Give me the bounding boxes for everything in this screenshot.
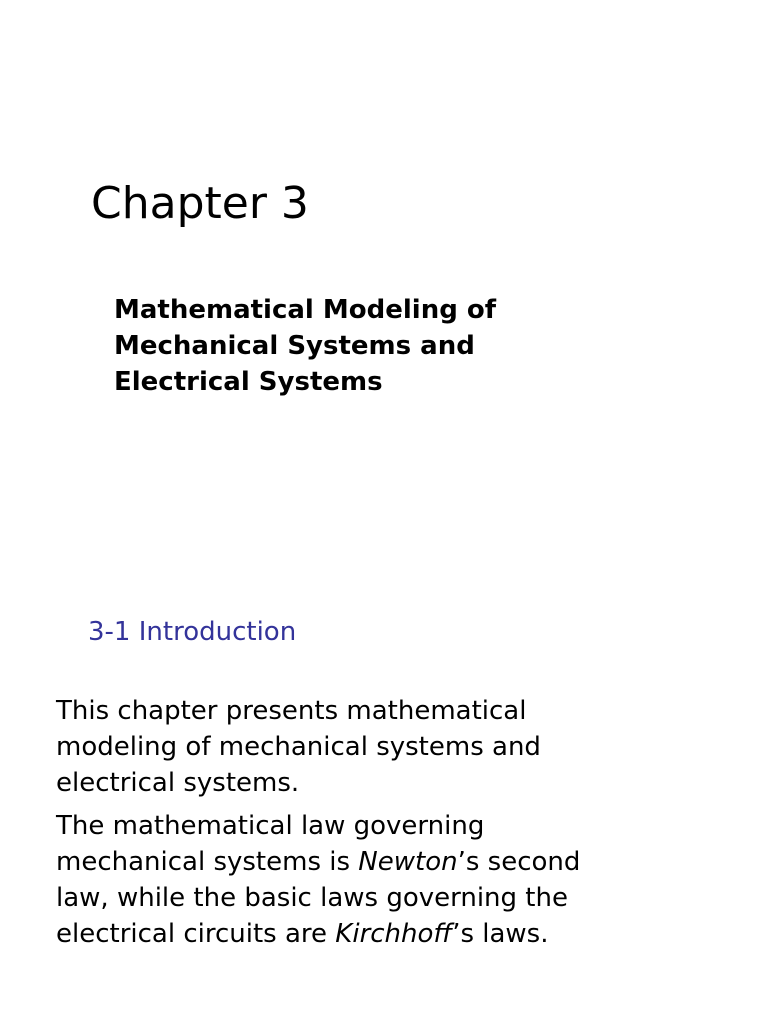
chapter-title: Chapter 3 — [91, 178, 309, 229]
paragraph-line: modeling of mechanical systems and — [56, 732, 541, 762]
kirchhoff-term: Kirchhoff — [335, 919, 453, 949]
paragraph-line: electrical systems. — [56, 768, 300, 798]
paragraph-line — [56, 916, 746, 952]
subtitle-line: Mathematical Modeling of — [114, 295, 497, 325]
paragraph-line — [56, 844, 746, 880]
chapter-subtitle — [114, 292, 674, 400]
laws-paragraph — [56, 808, 746, 952]
text-run: mechanical systems is — [56, 847, 359, 877]
text-run: electrical circuits are — [56, 919, 336, 949]
intro-paragraph — [56, 693, 746, 801]
paragraph-line: This chapter presents mathematical — [56, 696, 527, 726]
section-heading: 3-1 Introduction — [88, 617, 297, 647]
subtitle-line: Mechanical Systems and — [114, 331, 475, 361]
paragraph-line: The mathematical law governing — [56, 811, 485, 841]
subtitle-line: Electrical Systems — [114, 367, 383, 397]
text-run: ’s laws. — [452, 919, 549, 949]
newton-term: Newton — [358, 847, 458, 877]
text-run: ’s second — [457, 847, 581, 877]
paragraph-line: law, while the basic laws governing the — [56, 883, 568, 913]
